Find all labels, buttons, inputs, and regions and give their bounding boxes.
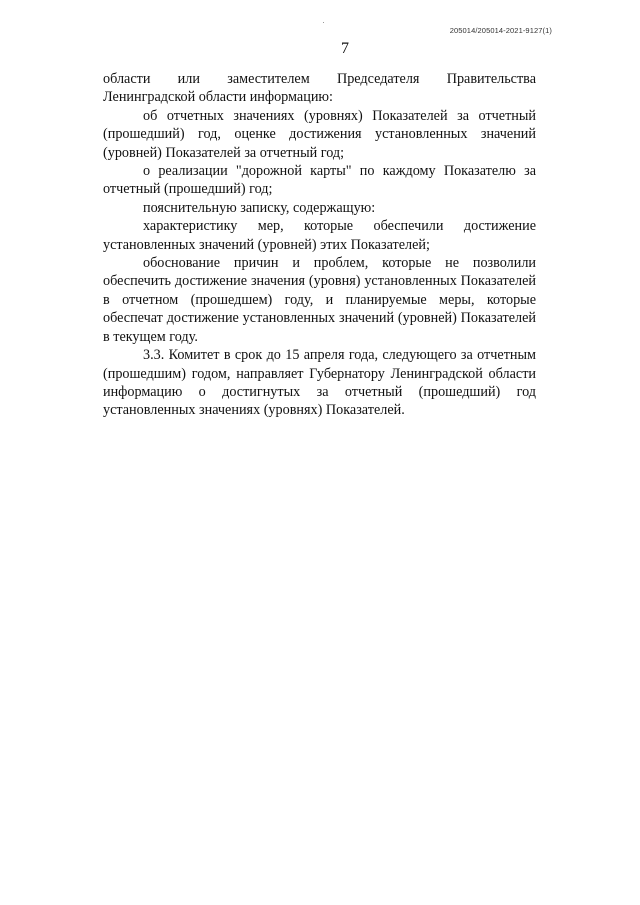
- document-body: [103, 70, 536, 420]
- paragraph-explanatory-note: пояснительную записку, содержащую:: [143, 199, 376, 216]
- paragraph-roadmap: о реализации "дорожной карты" по каждому Показателю за отчетный (прошедший) год;: [103, 163, 536, 198]
- paragraph-continuation: области или заместителем Председателя Правительства Ленинградской области информацию:: [103, 71, 536, 106]
- scan-speck: [323, 22, 324, 23]
- page-number: 7: [341, 40, 349, 57]
- paragraph-section-3-3: 3.3. Комитет в срок до 15 апреля года, следующего за отчетным (прошедшим) годом, направляет Губернатору Ленинградской области информацию о достигнутых за отчетный (прошедший) год установленных значениях (уровнях) Показателей.: [103, 347, 536, 419]
- document-code: 205014/205014-2021-9127(1): [449, 26, 552, 35]
- paragraph-justification: обоснование причин и проблем, которые не позволили обеспечить достижение значения (уровня) установленных Показателей в отчетном (прошедшем) году, и планируемые меры, которые обеспечат достижение установленных значений (уровней) Показателей в текущем году.: [103, 255, 536, 345]
- paragraph-report-values: об отчетных значениях (уровнях) Показателей за отчетный (прошедший) год, оценке достижения установленных значений (уровней) Показателей за отчетный год;: [103, 107, 536, 161]
- paragraph-measures: характеристику мер, которые обеспечили достижение установленных значений (уровней) этих Показателей;: [103, 218, 536, 253]
